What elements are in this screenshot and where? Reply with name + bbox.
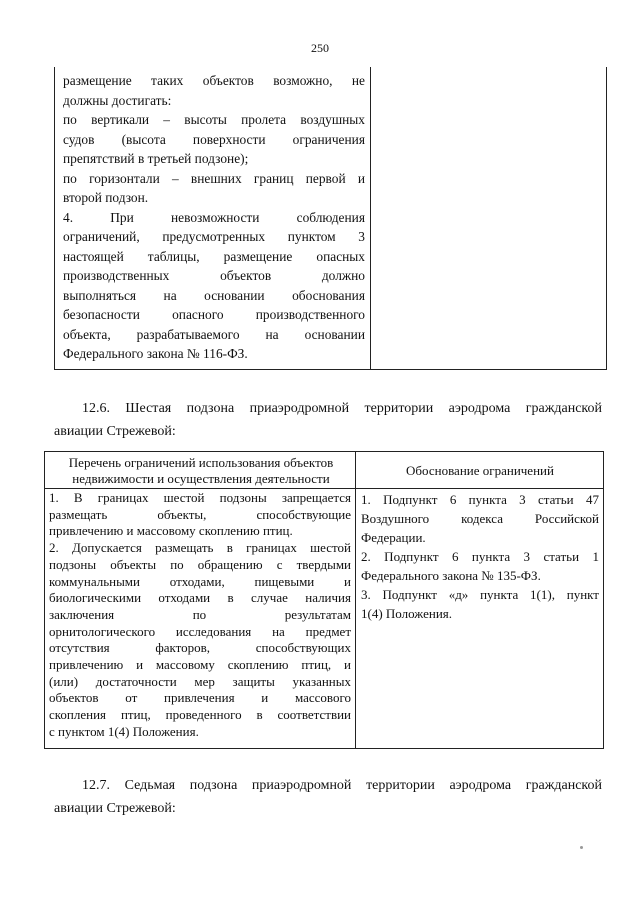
table-line: 1. Подпункт 6 пункта 3 статьи 47 <box>361 492 599 507</box>
table-line: (или) достаточности мер защиты указанных <box>49 673 351 689</box>
table-line: производственных объектов должно <box>63 268 365 283</box>
continuation-table <box>54 67 607 370</box>
table-line: орнитологического исследования на предмет <box>49 623 351 639</box>
column-header-restrictions: Перечень ограничений использования объектов недвижимости и осуществления деятельности <box>68 455 334 486</box>
table-line: объектов от привлечения и массового <box>49 690 351 706</box>
table-line: 1. В границах шестой подзоны запрещается <box>49 490 351 505</box>
table-line: отсутствия факторов, способствующих <box>49 640 351 656</box>
page-number: 250 <box>311 41 329 55</box>
table-line: размещение таких объектов возможно, не <box>63 73 365 88</box>
table-line: второй подзон. <box>63 190 149 205</box>
table-line: привлечению и массовому скоплению птиц. <box>49 523 293 539</box>
justification-cell <box>361 490 599 623</box>
section-12-7-line1: 12.7. Седьмая подзона приаэродромной территории аэродрома гражданской <box>82 778 602 793</box>
table-line: Федерального закона № 135-ФЗ. <box>361 568 541 583</box>
table-line: безопасности опасного производственного <box>63 307 365 322</box>
section-12-7-paragraph <box>54 774 602 820</box>
restrictions-cell <box>63 71 365 364</box>
table-line: Воздушного кодекса Российской <box>361 511 599 526</box>
section-12-7-line2: авиации Стрежевой: <box>54 801 176 816</box>
table-line: скопления птиц, проведенного в соответствии <box>49 707 351 723</box>
table-line: настоящей таблицы, размещение опасных <box>63 248 365 264</box>
table-line: препятствий в третьей подзоне); <box>63 151 249 166</box>
scan-speck <box>580 846 583 849</box>
table-header-divider <box>45 488 603 489</box>
table-column-divider <box>370 67 371 369</box>
table-line: коммунальными отходами, пищевыми и <box>49 573 351 589</box>
table-line: 4. При невозможности соблюдения <box>63 209 365 225</box>
table-line: привлечению и массовому скоплению птиц, и <box>49 657 351 673</box>
section-12-6-line1: 12.6. Шестая подзона приаэродромной территории аэродрома гражданской <box>82 401 602 416</box>
table-line: должны достигать: <box>63 92 172 108</box>
table-line: по вертикали – высоты пролета воздушных <box>63 112 365 127</box>
table-line: 3. Подпункт «д» пункта 1(1), пункт <box>361 587 599 602</box>
table-line: 2. Допускается размещать в границах шестой <box>49 540 351 556</box>
table-line: с пунктом 1(4) Положения. <box>49 723 199 739</box>
table-line: Федерации. <box>361 530 426 545</box>
table-line: 1(4) Положения. <box>361 606 453 621</box>
section-12-6-line2: авиации Стрежевой: <box>54 424 176 439</box>
zone6-restrictions-table <box>44 451 604 749</box>
table-line: объекта, разрабатываемого на основании <box>63 326 365 342</box>
restrictions-cell <box>49 490 351 741</box>
table-line: Федерального закона № 116-ФЗ. <box>63 346 248 361</box>
table-line: подзоны объекты по обращению с твердыми <box>49 556 351 572</box>
section-12-6-paragraph <box>54 397 602 443</box>
table-line: заключения по результатам <box>49 606 351 622</box>
table-column-divider <box>355 452 356 748</box>
table-line: 2. Подпункт 6 пункта 3 статьи 1 <box>361 549 599 564</box>
table-line: судов (высота поверхности ограничения <box>63 131 365 147</box>
table-line: ограничений, предусмотренных пунктом 3 <box>63 229 365 244</box>
table-line: выполняться на основании обоснования <box>63 287 365 303</box>
table-line: по горизонтали – внешних границ первой и <box>63 170 365 186</box>
column-header-justification: Обоснование ограничений <box>406 463 554 478</box>
table-line: биологическими отходами в случае наличия <box>49 590 351 606</box>
table-line: размещать объекты, способствующие <box>49 506 351 522</box>
